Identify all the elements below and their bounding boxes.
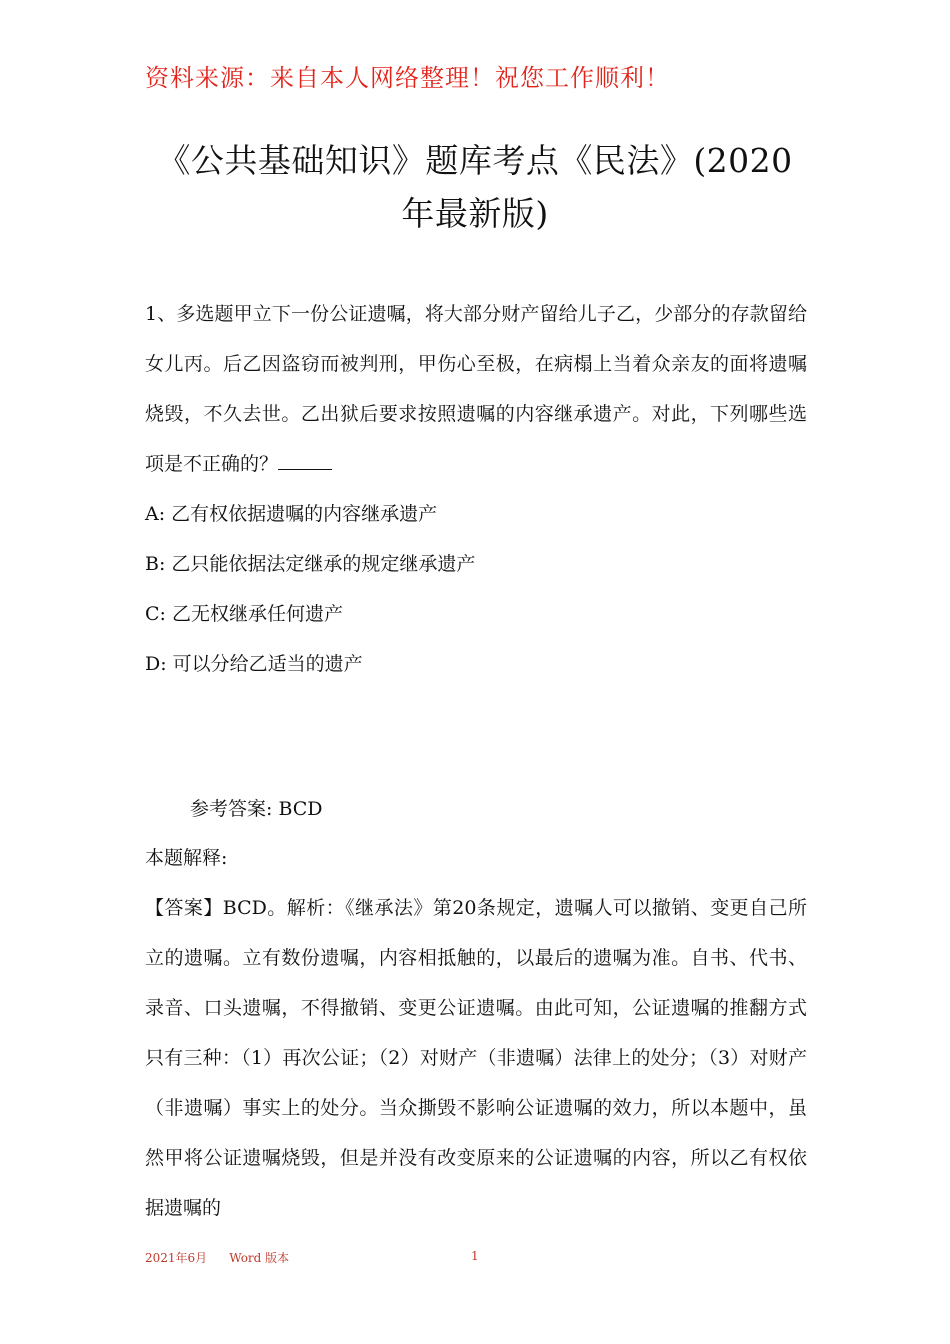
option-d: D: 可以分给乙适当的遗产: [145, 653, 363, 675]
explanation-text: 【答案】BCD。解析：《继承法》第20条规定，遗嘱人可以撤销、变更自己所立的遗嘱。立有数份遗嘱，内容相抵触的，以最后的遗嘱为准。自书、代书、录音、口头遗嘱，不得撤销、变更公证遗嘱。由此可知，公证遗嘱的推翻方式只有三种：（1）再次公证；（2）对财产（非遗嘱）法律上的处分；（3）对财产（非遗嘱）事实上的处分。当众撕毁不影响公证遗嘱的效力，所以本题中，虽然甲将公证遗嘱烧毁，但是并没有改变原来的公证遗嘱的内容，所以乙有权依据遗嘱的: [145, 897, 807, 1219]
source-banner: 资料来源：来自本人网络整理！祝您工作顺利！: [145, 64, 670, 92]
document-title: 《公共基础知识》题库考点《民法》(2020年最新版): [157, 141, 793, 233]
question-block: [145, 289, 807, 689]
question-text: [145, 289, 807, 489]
option-b: B: 乙只能依据法定继承的规定继承遗产: [145, 553, 476, 575]
explanation-label: 本题解释:: [145, 847, 228, 869]
footer-info: [145, 1249, 289, 1266]
option-c: C: 乙无权继承任何遗产: [145, 603, 343, 625]
footer-date: 2021年6月: [145, 1251, 208, 1265]
option-a: A: 乙有权依据遗嘱的内容继承遗产: [145, 503, 438, 525]
footer-version: Word 版本: [229, 1251, 290, 1265]
explanation-block: [145, 833, 807, 1233]
answer-blank: [278, 451, 332, 470]
reference-answer: 参考答案: BCD: [190, 798, 323, 820]
question-stem: 1、多选题甲立下一份公证遗嘱，将大部分财产留给儿子乙，少部分的存款留给女儿丙。后乙因盗窃而被判刑，甲伤心至极，在病榻上当着众亲友的面将遗嘱烧毁，不久去世。乙出狱后要求按照遗嘱的内容继承遗产。对此，下列哪些选项是不正确的？: [145, 303, 807, 475]
page-number: 1: [471, 1249, 479, 1263]
